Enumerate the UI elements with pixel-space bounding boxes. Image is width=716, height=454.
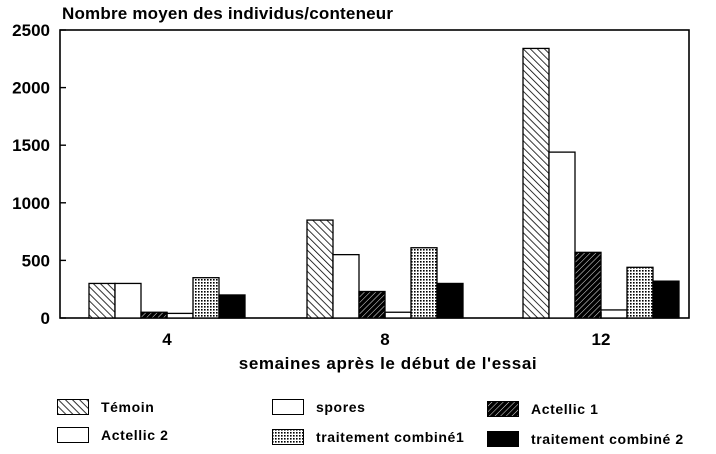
- legend-label: Témoin: [101, 399, 155, 415]
- bar-spores-8: [333, 255, 359, 318]
- legend-item-traitement-combine-2: [487, 430, 684, 448]
- y-axis-title: Nombre moyen des individus/conteneur: [62, 4, 394, 23]
- y-tick-label: 0: [40, 309, 50, 328]
- legend-label: Actellic 2: [101, 427, 169, 443]
- legend-label: traitement combiné1: [316, 429, 465, 445]
- x-tick-label: 4: [162, 330, 172, 349]
- legend-swatch-traitement-combine-1: [272, 429, 304, 445]
- legend-item-actellic-2: [57, 426, 168, 444]
- legend-item-spores: [272, 398, 366, 416]
- bar-t-moin-4: [89, 283, 115, 318]
- bar-actellic-1-4: [141, 312, 167, 318]
- bar-traitement-combin-2-8: [437, 283, 463, 318]
- x-tick-label: 8: [380, 330, 390, 349]
- bar-traitement-combin-1-12: [627, 267, 653, 318]
- legend-swatch-actellic-1: [487, 401, 519, 417]
- bar-spores-4: [115, 283, 141, 318]
- legend-swatch-spores: [272, 399, 304, 415]
- legend-swatch-temoin: [57, 399, 89, 415]
- bar-actellic-2-8: [385, 312, 411, 318]
- y-tick-label: 500: [21, 251, 50, 271]
- y-tick-label: 1000: [12, 193, 50, 213]
- bar-t-moin-12: [523, 48, 549, 318]
- bar-traitement-combin-1-8: [411, 248, 437, 318]
- x-tick-label: 12: [591, 330, 611, 349]
- bar-actellic-2-12: [601, 310, 627, 318]
- legend-label: spores: [316, 399, 366, 415]
- bars: [89, 48, 679, 318]
- bar-actellic-1-12: [575, 252, 601, 318]
- bar-t-moin-8: [307, 220, 333, 318]
- y-tick-label: 2000: [12, 78, 50, 98]
- y-tick-label: 2500: [12, 21, 50, 40]
- y-axis: [12, 21, 66, 328]
- bar-actellic-1-8: [359, 292, 385, 318]
- bar-spores-12: [549, 152, 575, 318]
- bar-traitement-combin-1-4: [193, 278, 219, 318]
- legend-label: traitement combiné 2: [531, 431, 684, 447]
- y-tick-label: 1500: [12, 136, 50, 156]
- bar-traitement-combin-2-4: [219, 295, 245, 318]
- legend-item-temoin: [57, 398, 154, 416]
- x-axis-title: semaines après le début de l'essai: [238, 354, 538, 373]
- legend-swatch-traitement-combine-2: [487, 431, 519, 447]
- legend-item-actellic-1: [487, 400, 598, 418]
- legend-swatch-actellic-2: [57, 427, 89, 443]
- legend-label: Actellic 1: [531, 401, 599, 417]
- legend: [0, 396, 716, 454]
- legend-item-traitement-combine-1: [272, 428, 464, 446]
- bar-actellic-2-4: [167, 313, 193, 318]
- bar-traitement-combin-2-12: [653, 281, 679, 318]
